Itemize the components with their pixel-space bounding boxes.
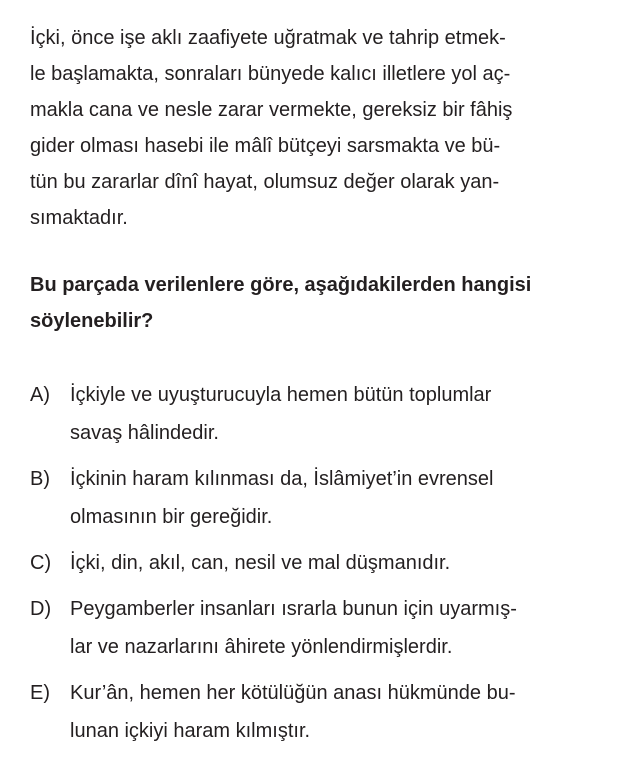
option-line: lunan içkiyi haram kılmıştır. (70, 720, 311, 742)
option-line: İçkinin haram kılınması da, İslâmiyet’in evrensel (70, 468, 494, 490)
answer-options (30, 376, 590, 758)
option-letter: E) (30, 682, 50, 704)
option-line: olmasının bir gereğidir. (70, 506, 273, 528)
option-letter: B) (30, 468, 50, 490)
option-line: Kur’ân, hemen her kötülüğün anası hükmünde bu- (70, 682, 516, 704)
option-line: lar ve nazarlarını âhirete yönlendirmişlerdir. (70, 636, 453, 658)
option-letter: A) (30, 384, 50, 406)
passage-line: makla cana ve nesle zarar vermekte, gereksiz bir fâhiş (30, 99, 513, 121)
option-a[interactable] (30, 376, 590, 452)
option-b[interactable] (30, 460, 590, 536)
option-line: İçki, din, akıl, can, nesil ve mal düşmanıdır. (70, 552, 451, 574)
passage (30, 20, 590, 236)
option-text (70, 590, 590, 666)
passage-line: tün bu zararlar dînî hayat, olumsuz değer olarak yan- (30, 171, 500, 193)
passage-line: gider olması hasebi ile mâlî bütçeyi sarsmakta ve bü- (30, 135, 501, 157)
option-text (70, 376, 590, 452)
option-letter: C) (30, 552, 52, 574)
option-letter: D) (30, 598, 52, 620)
option-text (70, 460, 590, 536)
option-line: İçkiyle ve uyuşturucuyla hemen bütün toplumlar (70, 384, 492, 406)
option-d[interactable] (30, 590, 590, 666)
option-text (70, 544, 590, 582)
option-c[interactable] (30, 544, 590, 582)
option-e[interactable] (30, 674, 590, 750)
option-line: savaş hâlindedir. (70, 422, 219, 444)
passage-line: İçki, önce işe aklı zaafiyete uğratmak ve tahrip etmek- (30, 27, 506, 49)
passage-line: sımaktadır. (30, 207, 128, 229)
passage-line: le başlamakta, sonraları bünyede kalıcı illetlere yol aç- (30, 63, 511, 85)
option-line: Peygamberler insanları ısrarla bunun için uyarmış- (70, 598, 517, 620)
question-line: Bu parçada verilenlere göre, aşağıdakilerden hangisi (30, 274, 532, 296)
question-stem (30, 267, 590, 339)
question-line: söylenebilir? (30, 310, 154, 332)
option-text (70, 674, 590, 750)
